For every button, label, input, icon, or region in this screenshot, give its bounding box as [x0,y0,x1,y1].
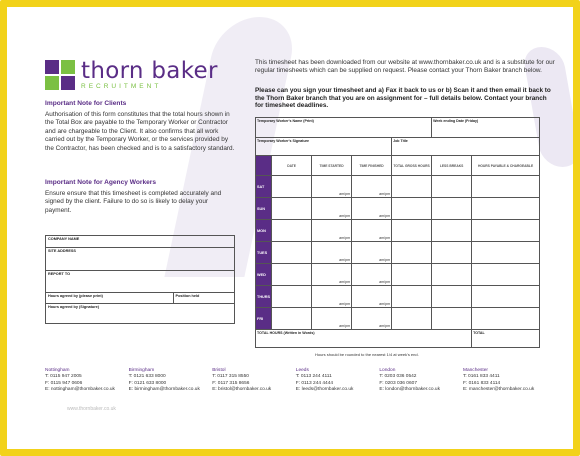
office-email[interactable]: E: bristol@thornbaker.co.uk [212,386,272,392]
day-label: WED [256,264,272,286]
office-nottingham [45,368,127,393]
time-finished-cell[interactable]: am/pm [352,286,392,308]
time-started-cell[interactable]: am/pm [312,176,352,198]
date-cell[interactable] [272,242,312,264]
office-city: Manchester [462,368,489,373]
office-city: Bristol [212,368,226,373]
office-tel: T: 0203 036 0542 [379,374,417,380]
time-started-cell[interactable]: am/pm [312,286,352,308]
worker-signature-field[interactable]: Temporary Worker's Signature [256,138,392,156]
office-fax: F: 0113 244 4444 [295,380,334,386]
gross-hours-cell[interactable] [392,264,432,286]
week-ending-field[interactable]: Week ending Date (Friday) [432,118,540,138]
report-to-field[interactable]: REPORT TO [46,270,235,292]
office-email[interactable]: E: leeds@thornbaker.co.uk [295,386,354,392]
office-fax: F: 0121 633 8000 [128,380,167,386]
time-started-cell[interactable]: am/pm [312,198,352,220]
download-intro: This timesheet has been downloaded from our website at www.thornbaker.co.uk and is a substitute for our regular timesheets which can be supplied on request. Please contact your Thorn Baker branch below. [255,59,555,74]
total-hours-words-field[interactable]: TOTAL HOURS (Written in Words) [256,330,472,348]
time-started-cell[interactable]: am/pm [312,220,352,242]
table-row [256,308,540,330]
time-started-cell[interactable]: am/pm [312,308,352,330]
payable-hours-cell[interactable] [472,242,540,264]
payable-hours-cell[interactable] [472,176,540,198]
breaks-cell[interactable] [432,198,472,220]
brand-name: thorn baker [81,58,218,84]
timesheet-document [7,7,573,449]
gross-hours-cell[interactable] [392,176,432,198]
column-header: TIME STARTED [312,156,352,176]
office-city: Leeds [295,368,309,373]
company-name-field[interactable]: COMPANY NAME [46,236,235,248]
payable-hours-cell[interactable] [472,264,540,286]
day-label: MON [256,220,272,242]
column-header: HOURS PAYABLE & CHARGEABLE [472,156,540,176]
column-header: LESS BREAKS [432,156,472,176]
job-title-field[interactable]: Job Title [392,138,540,156]
table-row [256,220,540,242]
clients-note: Authorisation of this form constitutes that the total hours shown in the Total Box are payable to the Temporary Worker or Contractor and are chargeable to the Client. It also confirms that all work carried out by the Temporary Worker, or the services provided by the Contractor, has been checked and is to a satisfactory standard. [45,111,235,152]
office-fax: F: 0161 833 4114 [462,380,501,386]
hours-agreed-signature-field[interactable]: Hours agreed by (Signature) [46,304,235,324]
payable-hours-cell[interactable] [472,198,540,220]
date-cell[interactable] [272,286,312,308]
table-row [256,176,540,198]
day-label: SAT [256,176,272,198]
office-fax: F: 0203 036 0607 [379,380,417,386]
agency-note: Ensure ensure that this timesheet is completed accurately and signed by the client. Failure to do so is likely to delay your payment. [45,190,222,214]
date-cell[interactable] [272,264,312,286]
time-finished-cell[interactable]: am/pm [352,198,392,220]
worker-name-field[interactable]: Temporary Worker's Name (Print) [256,118,432,138]
breaks-cell[interactable] [432,286,472,308]
table-row [256,242,540,264]
office-email[interactable]: E: manchester@thornbaker.co.uk [462,386,535,392]
office-fax: F: 0115 947 0606 [45,380,83,386]
site-address-field[interactable]: SITE ADDRESS [46,247,235,270]
day-label: THURS [256,286,272,308]
gross-hours-cell[interactable] [392,286,432,308]
hours-agreed-print-field[interactable]: Hours agreed by (please print) [46,292,174,304]
breaks-cell[interactable] [432,264,472,286]
office-email[interactable]: E: birmingham@thornbaker.co.uk [128,386,200,392]
hours-table [255,117,540,348]
company-details-form [45,235,235,324]
table-row [256,198,540,220]
office-tel: T: 0113 244 4111 [295,374,332,380]
table-row [256,286,540,308]
office-tel: T: 0117 315 8550 [212,374,249,380]
date-cell[interactable] [272,198,312,220]
office-tel: T: 0121 633 8000 [128,374,166,380]
return-instructions: Please can you sign your timesheet and a) Fax it back to us or b) Scan it and then email it back to the Thorn Baker branch that you are on assignment for – full details below. Contact your branch for timesheet deadlines. [255,87,551,110]
office-bristol [212,368,294,393]
time-finished-cell[interactable]: am/pm [352,264,392,286]
time-started-cell[interactable]: am/pm [312,242,352,264]
time-finished-cell[interactable]: am/pm [352,220,392,242]
website-watermark: www.thornbaker.co.uk [67,406,116,412]
office-london [379,368,461,393]
day-label: FRI [256,308,272,330]
date-cell[interactable] [272,308,312,330]
office-tel: T: 0115 947 2005 [45,374,82,380]
time-finished-cell[interactable]: am/pm [352,308,392,330]
payable-hours-cell[interactable] [472,286,540,308]
office-birmingham [129,368,211,393]
agency-heading: Important Note for Agency Workers [45,179,157,186]
time-finished-cell[interactable]: am/pm [352,242,392,264]
time-finished-cell[interactable]: am/pm [352,176,392,198]
day-label: TUES [256,242,272,264]
logo-mark-icon [45,60,75,90]
position-held-field[interactable]: Position held [173,292,234,304]
thorn-baker-logo [45,60,218,91]
office-city: London [379,368,396,373]
column-header: DATE [272,156,312,176]
breaks-cell[interactable] [432,176,472,198]
table-row [256,264,540,286]
office-city: Birmingham [128,368,155,373]
clients-heading: Important Note for Clients [45,100,127,107]
breaks-cell[interactable] [432,220,472,242]
column-header: TOTAL GROSS HOURS [392,156,432,176]
breaks-cell[interactable] [432,308,472,330]
office-city: Nottingham [45,368,70,373]
brand-sub: RECRUITMENT [81,83,162,90]
payable-hours-cell[interactable] [472,308,540,330]
breaks-cell[interactable] [432,242,472,264]
gross-hours-cell[interactable] [392,198,432,220]
date-cell[interactable] [272,220,312,242]
gross-hours-cell[interactable] [392,242,432,264]
office-email[interactable]: E: london@thornbaker.co.uk [379,386,440,392]
gross-hours-cell[interactable] [392,308,432,330]
day-label: SUN [256,198,272,220]
rounding-note: Hours should be rounded to the nearest 1/4 at week's end. [315,352,419,357]
office-email[interactable]: E: nottingham@thornbaker.co.uk [45,386,115,392]
office-fax: F: 0117 315 8656 [212,380,250,386]
gross-hours-cell[interactable] [392,220,432,242]
office-manchester [463,368,545,393]
column-header: TIME FINISHED [352,156,392,176]
office-leeds [296,368,378,393]
date-cell[interactable] [272,176,312,198]
branch-offices [45,368,545,393]
total-field[interactable]: TOTAL [472,330,540,348]
payable-hours-cell[interactable] [472,220,540,242]
time-started-cell[interactable]: am/pm [312,264,352,286]
office-tel: T: 0161 833 4411 [462,374,500,380]
header-corner [256,156,272,176]
